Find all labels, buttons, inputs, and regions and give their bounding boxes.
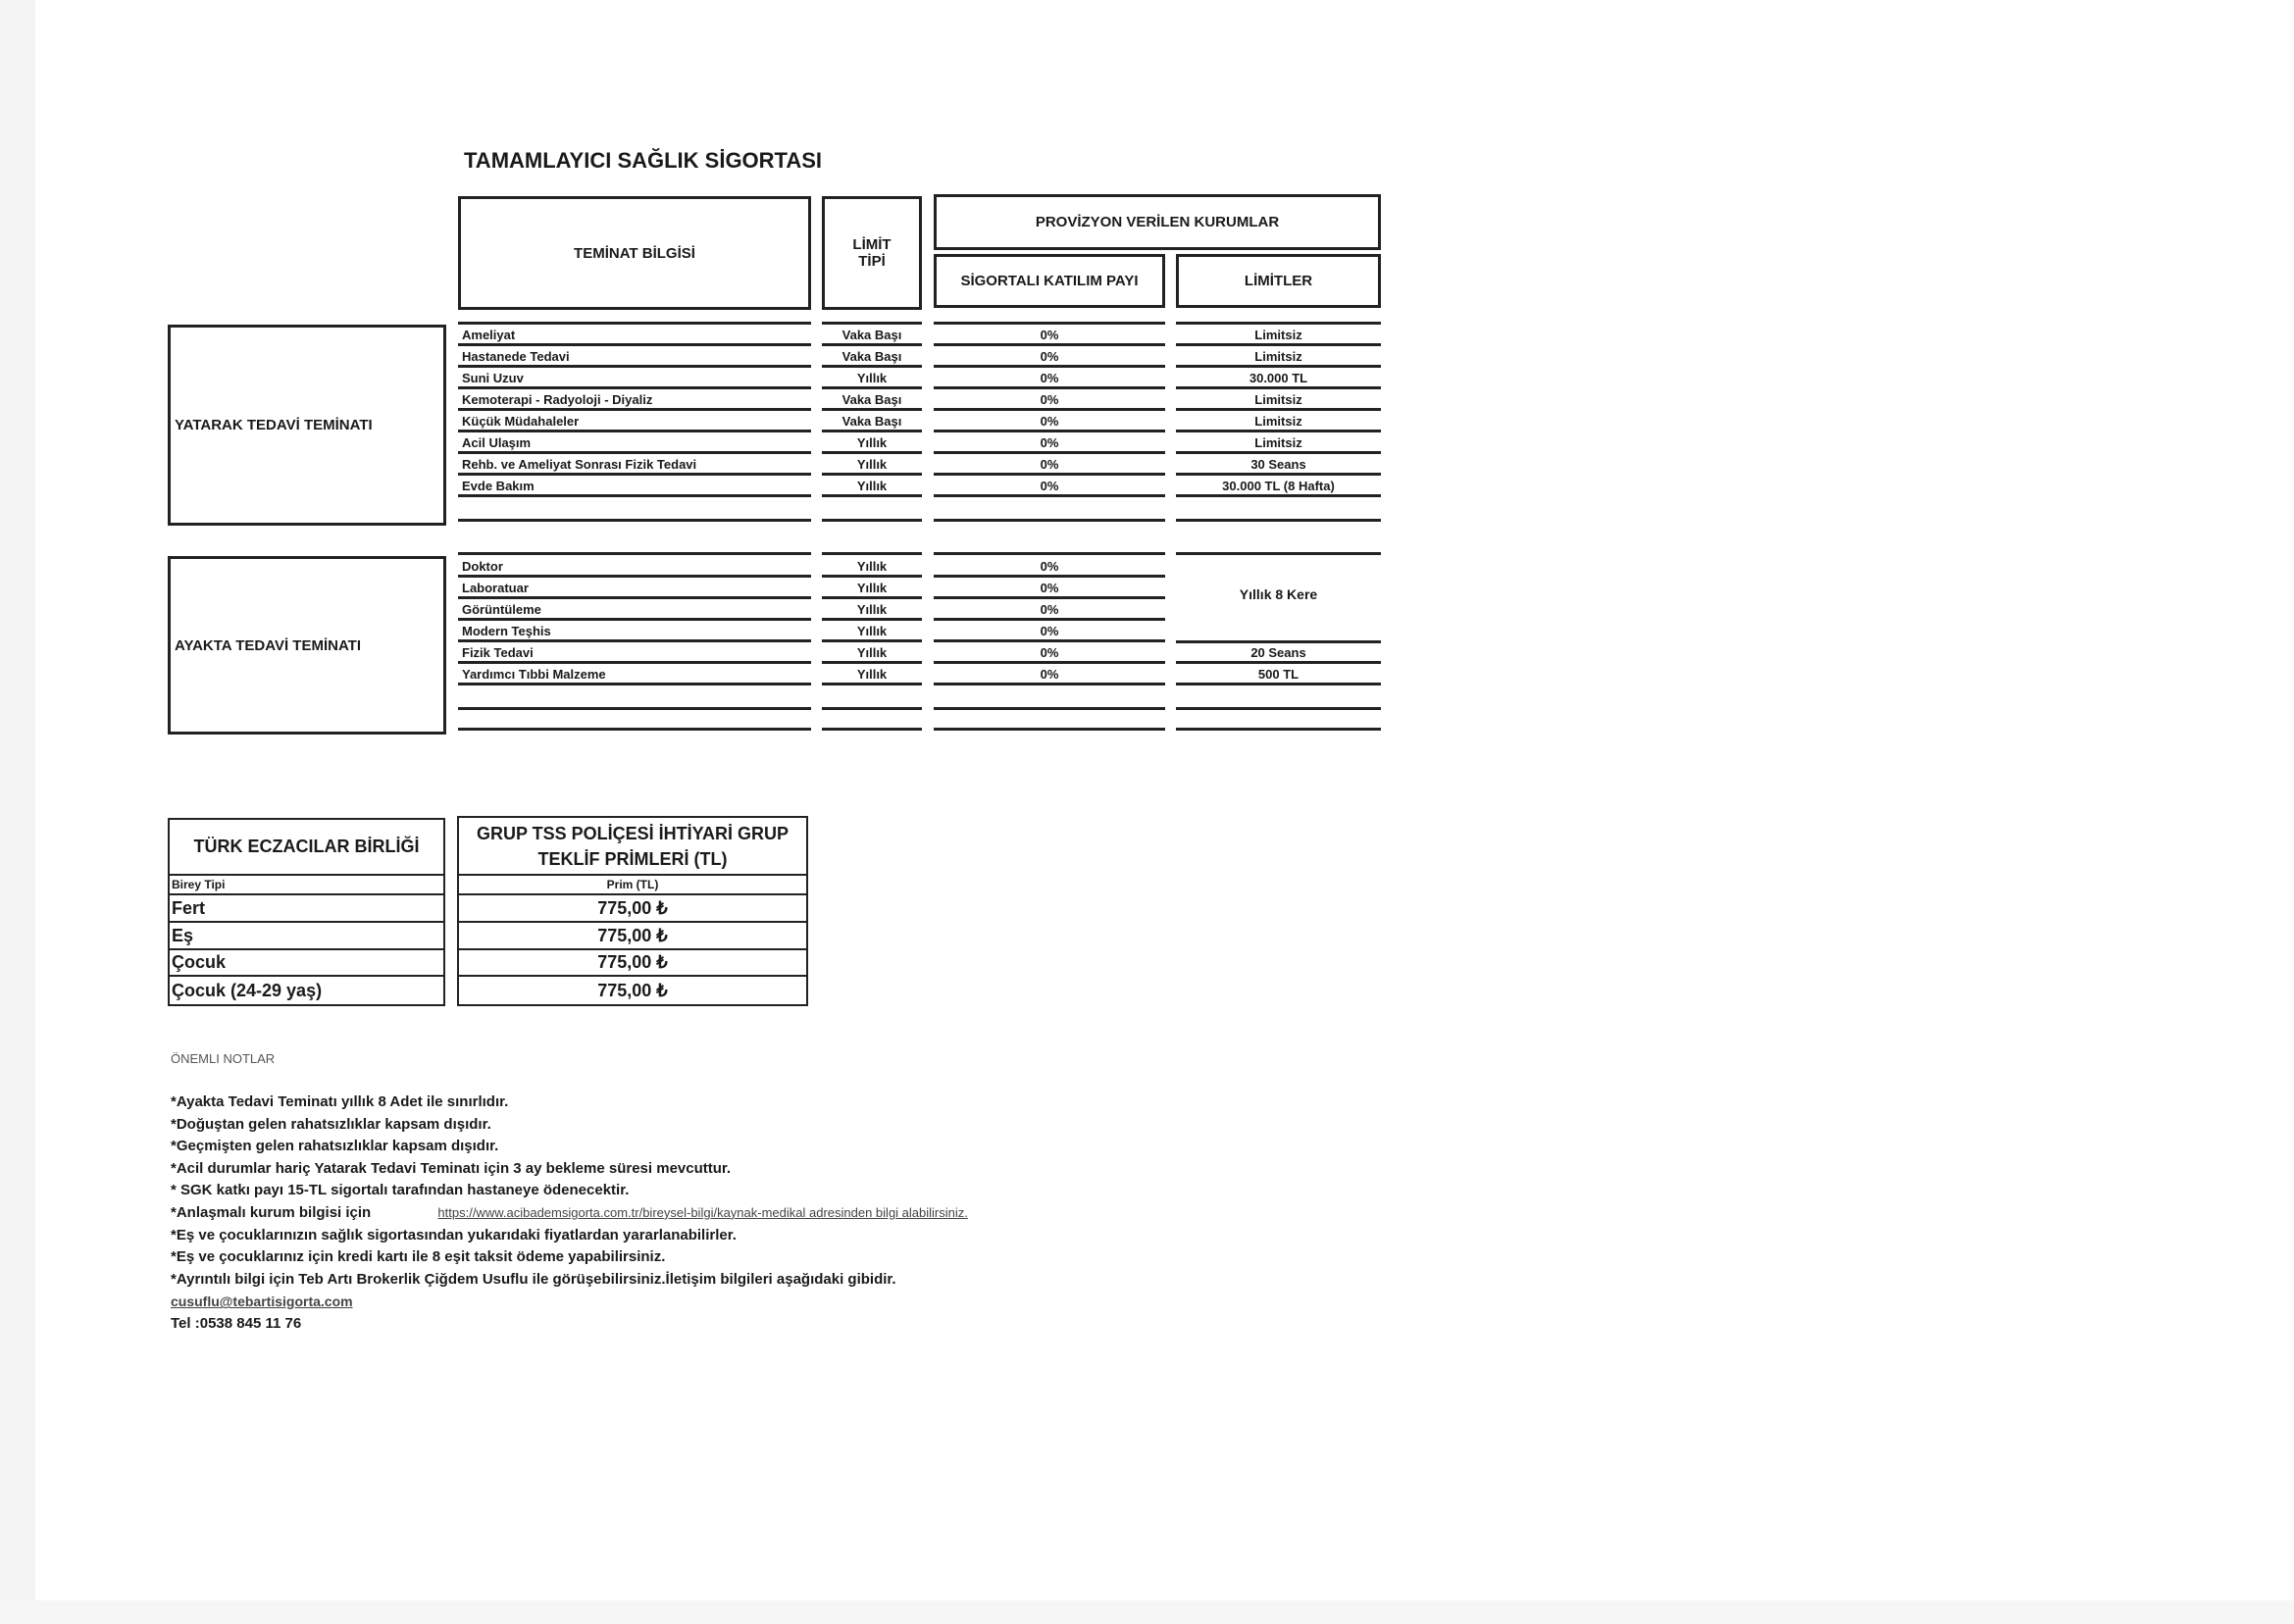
note-item: *Acil durumlar hariç Yatarak Tedavi Teminatı için 3 ay bekleme süresi mevcuttur.: [171, 1159, 732, 1177]
prim-sub-left: Birey Tipi: [170, 876, 443, 895]
ayakta-type: Yıllık: [822, 644, 922, 664]
ayakta-label: AYAKTA TEDAVİ TEMİNATI: [175, 636, 362, 654]
note-item-anlasmali: [171, 1202, 968, 1225]
notes-list: [171, 1091, 968, 1336]
page-title: TAMAMLAYICI SAĞLIK SİGORTASI: [464, 148, 823, 173]
rule: [1176, 552, 1381, 555]
yatarak-limit: Limitsiz: [1176, 413, 1381, 432]
yatarak-type: Vaka Başı: [822, 413, 922, 432]
email-link[interactable]: cusuflu@tebartisigorta.com: [171, 1294, 353, 1310]
ayakta-type: Yıllık: [822, 558, 922, 578]
note-item: *Doğuştan gelen rahatsızlıklar kapsam dışıdır.: [171, 1115, 491, 1133]
yatarak-limit: Limitsiz: [1176, 348, 1381, 368]
yatarak-name: Evde Bakım: [458, 478, 811, 497]
ayakta-name: Yardımcı Tıbbi Malzeme: [458, 666, 811, 685]
rule: [458, 322, 811, 325]
prim-type: Fert: [170, 895, 443, 923]
prim-price: 775,00 ₺: [459, 923, 806, 950]
yatarak-type: Yıllık: [822, 370, 922, 389]
note-item: *Geçmişten gelen rahatsızlıklar kapsam dışıdır.: [171, 1138, 499, 1155]
rule: [1176, 519, 1381, 522]
ayakta-pay: 0%: [934, 580, 1165, 599]
ayakta-name: Doktor: [458, 558, 811, 578]
prim-price: 775,00 ₺: [597, 980, 668, 1000]
ayakta-type: Yıllık: [822, 666, 922, 685]
rule: [822, 322, 922, 325]
prim-price: 775,00 ₺: [459, 895, 806, 923]
yatarak-limit: Limitsiz: [1176, 327, 1381, 346]
prim-right-title-line2: TEKLİF PRİMLERİ (TL): [537, 848, 728, 869]
rule: [822, 728, 922, 731]
rule: [1176, 728, 1381, 731]
ayakta-name: Modern Teşhis: [458, 623, 811, 642]
yatarak-type: Vaka Başı: [822, 391, 922, 411]
provizyon-header-label: PROVİZYON VERİLEN KURUMLAR: [1035, 214, 1280, 230]
yatarak-limit: 30.000 TL (8 Hafta): [1176, 478, 1381, 497]
ayakta-name: Laboratuar: [458, 580, 811, 599]
ayakta-type: Yıllık: [822, 580, 922, 599]
yatarak-type: Yıllık: [822, 456, 922, 476]
ayakta-pay: 0%: [934, 623, 1165, 642]
ayakta-type: Yıllık: [822, 623, 922, 642]
prim-type: Çocuk: [170, 950, 443, 977]
rule: [458, 707, 811, 710]
ayakta-malzeme-limit: 500 TL: [1176, 666, 1381, 685]
yatarak-type: Yıllık: [822, 434, 922, 454]
yatarak-limit: Limitsiz: [1176, 391, 1381, 411]
rule: [1176, 707, 1381, 710]
limit-tipi-header: [822, 196, 922, 310]
yatarak-name: Acil Ulaşım: [458, 434, 811, 454]
limitler-header-label: LİMİTLER: [1244, 273, 1313, 289]
teminat-header-label: TEMİNAT BİLGİSİ: [574, 244, 695, 262]
notes-heading: ÖNEMLI NOTLAR: [171, 1051, 276, 1066]
yatarak-pay: 0%: [934, 327, 1165, 346]
rule: [934, 552, 1165, 555]
prim-price: 775,00 ₺: [459, 950, 806, 977]
teminat-header: [458, 196, 811, 310]
yatarak-name: Suni Uzuv: [458, 370, 811, 389]
prim-right-title: [459, 818, 806, 876]
rule: [458, 728, 811, 731]
yatarak-label: YATARAK TEDAVİ TEMİNATI: [175, 417, 373, 433]
scan-bottom-edge: [0, 1600, 2294, 1624]
limit-header-line1: LİMİT: [852, 236, 892, 253]
yatarak-pay: 0%: [934, 348, 1165, 368]
ayakta-pay: 0%: [934, 644, 1165, 664]
yatarak-limit: Limitsiz: [1176, 434, 1381, 454]
rule: [934, 519, 1165, 522]
yatarak-type: Yıllık: [822, 478, 922, 497]
prim-type: Çocuk (24-29 yaş): [172, 980, 323, 1000]
yatarak-pay: 0%: [934, 413, 1165, 432]
prim-sub-right: Prim (TL): [459, 876, 806, 895]
scan-edge: [0, 0, 35, 1624]
rule: [822, 519, 922, 522]
provizyon-header: [934, 194, 1381, 250]
prim-type: Eş: [170, 923, 443, 950]
rule: [934, 707, 1165, 710]
note-item: *Ayakta Tedavi Teminatı yıllık 8 Adet ile sınırlıdır.: [171, 1093, 509, 1110]
note-item: *Eş ve çocuklarınızın sağlık sigortasından yukarıdaki fiyatlardan yararlanabilirler.: [171, 1226, 737, 1243]
prim-right-title-line1: GRUP TSS POLİÇESİ İHTİYARİ GRUP: [476, 823, 790, 843]
limit-header-line2: TİPİ: [858, 253, 886, 270]
yatarak-pay: 0%: [934, 370, 1165, 389]
ayakta-type: Yıllık: [822, 601, 922, 621]
note-item: * SGK katkı payı 15-TL sigortalı tarafından hastaneye ödenecektir.: [171, 1182, 630, 1199]
prim-left-title: TÜRK ECZACILAR BİRLİĞİ: [170, 820, 443, 876]
ayakta-group-limit: Yıllık 8 Kere: [1239, 586, 1318, 602]
yatarak-pay: 0%: [934, 434, 1165, 454]
yatarak-name: Ameliyat: [458, 327, 811, 346]
ayakta-fizik-limit: 20 Seans: [1176, 644, 1381, 664]
ayakta-pay: 0%: [934, 558, 1165, 578]
rule: [934, 728, 1165, 731]
rule: [822, 707, 922, 710]
katilim-header: [934, 254, 1165, 308]
yatarak-type: Vaka Başı: [822, 327, 922, 346]
ayakta-name: Fizik Tedavi: [458, 644, 811, 664]
yatarak-pay: 0%: [934, 478, 1165, 497]
yatarak-name: Hastanede Tedavi: [458, 348, 811, 368]
ayakta-pay: 0%: [934, 601, 1165, 621]
rule: [458, 552, 811, 555]
yatarak-type: Vaka Başı: [822, 348, 922, 368]
anlasmali-link[interactable]: https://www.acibademsigorta.com.tr/bireysel-bilgi/kaynak-medikal adresinden bilgi alabilirsiniz.: [437, 1204, 968, 1220]
ayakta-name: Görüntüleme: [458, 601, 811, 621]
yatarak-limit: 30.000 TL: [1176, 370, 1381, 389]
note-item: *Eş ve çocuklarınız için kredi kartı ile 8 eşit taksit ödeme yapabilirsiniz.: [171, 1248, 666, 1266]
rule: [934, 322, 1165, 325]
rule: [822, 552, 922, 555]
limitler-header: [1176, 254, 1381, 308]
rule: [1176, 640, 1381, 643]
rule: [1176, 322, 1381, 325]
yatarak-pay: 0%: [934, 456, 1165, 476]
yatarak-name: Küçük Müdahaleler: [458, 413, 811, 432]
yatarak-name: Rehb. ve Ameliyat Sonrası Fizik Tedavi: [458, 456, 811, 476]
yatarak-group-label: [168, 325, 446, 526]
note-item: *Ayrıntılı bilgi için Teb Artı Brokerlik Çiğdem Usuflu ile görüşebilirsiniz.İletişim bilgileri aşağıdaki gibidir.: [171, 1270, 896, 1288]
ayakta-pay: 0%: [934, 666, 1165, 685]
yatarak-pay: 0%: [934, 391, 1165, 411]
phone-number: Tel :0538 845 11 76: [171, 1314, 302, 1332]
ayakta-group-label: [168, 556, 446, 735]
rule: [458, 519, 811, 522]
katilim-header-label: SİGORTALI KATILIM PAYI: [960, 273, 1139, 289]
note-anlasmali-prefix: *Anlaşmalı kurum bilgisi için: [171, 1203, 372, 1221]
yatarak-limit: 30 Seans: [1176, 456, 1381, 476]
yatarak-name: Kemoterapi - Radyoloji - Diyaliz: [458, 391, 811, 411]
